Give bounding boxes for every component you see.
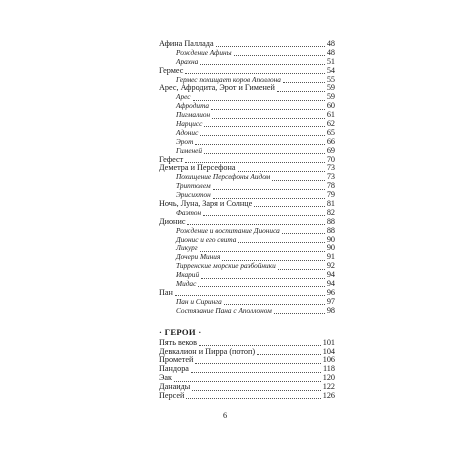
toc-entry-page: 51 — [326, 56, 335, 66]
toc-entry-page: 126 — [322, 390, 335, 400]
toc-leader-dots — [216, 45, 325, 47]
toc-entry-page: 88 — [326, 216, 335, 226]
toc-entry-page: 104 — [322, 346, 335, 356]
toc-entry-title: Гермес похищает коров Аполлона — [176, 74, 281, 84]
toc-leader-dots — [185, 72, 324, 74]
toc-entry-title: Персей — [159, 390, 185, 400]
toc-leader-dots — [203, 214, 325, 216]
toc-entry-title: Девкалион и Пирра (потоп) — [159, 346, 256, 356]
toc-leader-dots — [238, 241, 324, 243]
toc-leader-dots — [254, 205, 325, 207]
toc-entry-page: 97 — [326, 296, 335, 306]
toc-entry-title: Фаэтон — [176, 207, 202, 217]
toc-entry-title: Мидас — [176, 279, 197, 289]
toc-entry-page: 91 — [326, 252, 335, 262]
toc-leader-dots — [199, 344, 321, 346]
toc-leader-dots — [187, 223, 324, 225]
toc-entry-title: Эрисихтон — [176, 190, 211, 200]
toc-entry-title: Дочери Миния — [176, 252, 221, 262]
toc-entry-page: 60 — [326, 101, 335, 111]
toc-entry-title: Рождение Афины — [176, 47, 232, 57]
page-number: 6 — [222, 411, 228, 420]
toc-entry-title: Арахна — [176, 56, 199, 66]
toc-entry-page: 55 — [326, 74, 335, 84]
toc-entry-page: 70 — [326, 154, 335, 164]
toc-leader-dots — [200, 134, 325, 136]
toc-entry-title: Пан — [159, 287, 173, 297]
toc-entry-title: Дионис — [159, 216, 186, 226]
toc-leader-dots — [213, 188, 325, 190]
toc-entry-title: Афина Паллада — [159, 39, 214, 48]
toc-leader-dots — [186, 397, 320, 399]
toc-entry — [159, 209, 335, 218]
toc-entry-title: Триптолем — [176, 181, 211, 191]
toc-entry-title: Пандора — [159, 364, 189, 374]
toc-entry-page: 78 — [326, 181, 335, 191]
toc-entry-title: Нарцисс — [176, 119, 203, 129]
toc-entry — [159, 147, 335, 156]
toc-leader-dots — [198, 285, 325, 287]
toc-leader-dots — [283, 81, 325, 83]
toc-entry-page: 62 — [326, 119, 335, 129]
toc-entry-page: 69 — [326, 145, 335, 155]
toc-entry-title: Пан и Сиринга — [176, 296, 222, 306]
toc-leader-dots — [200, 250, 325, 252]
toc-entry-page: 82 — [326, 207, 335, 217]
toc-leader-dots — [238, 170, 325, 172]
toc-leader-dots — [257, 353, 321, 355]
toc-entry — [159, 365, 335, 374]
toc-entry-page: 94 — [326, 270, 335, 280]
toc-entry-page: 101 — [322, 337, 335, 347]
toc-entry-page: 98 — [326, 305, 335, 315]
toc-leader-dots — [278, 268, 325, 270]
toc-entry-title: Рождение и воспитание Диониса — [176, 225, 280, 235]
toc-entry — [159, 307, 335, 316]
toc-leader-dots — [234, 54, 325, 56]
toc-leader-dots — [195, 143, 324, 145]
toc-leader-dots — [204, 152, 325, 154]
toc-part-heroes — [159, 339, 335, 401]
toc-leader-dots — [213, 197, 325, 199]
toc-entry-page: 92 — [326, 261, 335, 271]
toc-entry-title: Икарий — [176, 270, 200, 280]
toc-entry-page: 66 — [326, 136, 335, 146]
toc-leader-dots — [201, 277, 325, 279]
toc-entry-page: 73 — [326, 163, 335, 173]
toc-entry — [159, 280, 335, 289]
toc-entry-title: Адонис — [176, 127, 199, 137]
toc-leader-dots — [272, 179, 325, 181]
toc-entry-title: Гефест — [159, 154, 184, 164]
toc-entry-page: 61 — [326, 110, 335, 120]
toc-entry-title: Эрот — [176, 136, 194, 146]
toc-leader-dots — [274, 312, 325, 314]
toc-entry-title: Арес — [176, 92, 191, 102]
toc-leader-dots — [204, 125, 324, 127]
toc-entry-page: 90 — [326, 243, 335, 253]
toc-leader-dots — [211, 108, 325, 110]
toc-leader-dots — [277, 90, 325, 92]
toc-leader-dots — [212, 117, 325, 119]
section-heading-heroes: · ГЕРОИ · — [159, 326, 202, 337]
toc-entry-page: 65 — [326, 127, 335, 137]
toc-entry-title: Состязание Пана с Аполлоном — [176, 305, 272, 315]
toc-entry-title: Тирренские морские разбойники — [176, 261, 276, 271]
toc-entry — [159, 383, 335, 392]
toc-leader-dots — [175, 294, 325, 296]
toc-leader-dots — [200, 63, 325, 65]
toc-leader-dots — [195, 362, 320, 364]
toc-leader-dots — [282, 232, 325, 234]
toc-leader-dots — [191, 371, 321, 373]
toc-entry-page: 106 — [322, 355, 335, 365]
toc-entry-page: 120 — [322, 373, 335, 383]
toc-entry-title: Деметра и Персефона — [159, 163, 236, 173]
toc-leader-dots — [222, 259, 324, 261]
toc-entry-page: 88 — [326, 225, 335, 235]
toc-entry-page: 59 — [326, 92, 335, 102]
toc-entry — [159, 392, 335, 401]
table-of-contents — [159, 40, 335, 401]
toc-entry-title: Данаиды — [159, 382, 191, 392]
toc-entry-title: Ночь, Луна, Заря и Солнце — [159, 199, 253, 209]
toc-leader-dots — [224, 303, 325, 305]
toc-leader-dots — [193, 99, 325, 101]
toc-entry-title: Гермес — [159, 65, 184, 75]
toc-entry-title: Арес, Афродита, Эрот и Гименей — [159, 83, 275, 93]
toc-entry-page: 94 — [326, 279, 335, 289]
toc-entry-page: 81 — [326, 199, 335, 209]
toc-leader-dots — [185, 161, 325, 163]
toc-entry-page: 59 — [326, 83, 335, 93]
toc-entry-title: Ликург — [176, 243, 198, 253]
toc-entry-title: Афродита — [176, 101, 210, 111]
toc-entry-title: Пигмалион — [176, 110, 211, 120]
toc-leader-dots — [174, 380, 321, 382]
toc-entry-page: 96 — [326, 287, 335, 297]
toc-entry-title: Гименей — [176, 145, 203, 155]
toc-entry — [159, 58, 335, 67]
toc-entry-title: Эак — [159, 373, 173, 383]
toc-entry-title: Похищение Персефоны Аидом — [176, 172, 271, 182]
toc-leader-dots — [192, 389, 320, 391]
toc-entry-page: 79 — [326, 190, 335, 200]
toc-entry-title: Дионис и его свита — [176, 234, 237, 244]
toc-entry-page: 118 — [323, 364, 335, 374]
toc-entry-page: 90 — [326, 234, 335, 244]
toc-entry-page: 48 — [326, 47, 335, 57]
toc-entry-page: 122 — [322, 382, 335, 392]
toc-entry-page: 73 — [326, 172, 335, 182]
toc-entry-page: 48 — [326, 39, 335, 48]
toc-entry-page: 54 — [326, 65, 335, 75]
toc-part-gods — [159, 40, 335, 316]
toc-entry-title: Пять веков — [159, 337, 198, 347]
toc-entry-title: Прометей — [159, 355, 194, 365]
